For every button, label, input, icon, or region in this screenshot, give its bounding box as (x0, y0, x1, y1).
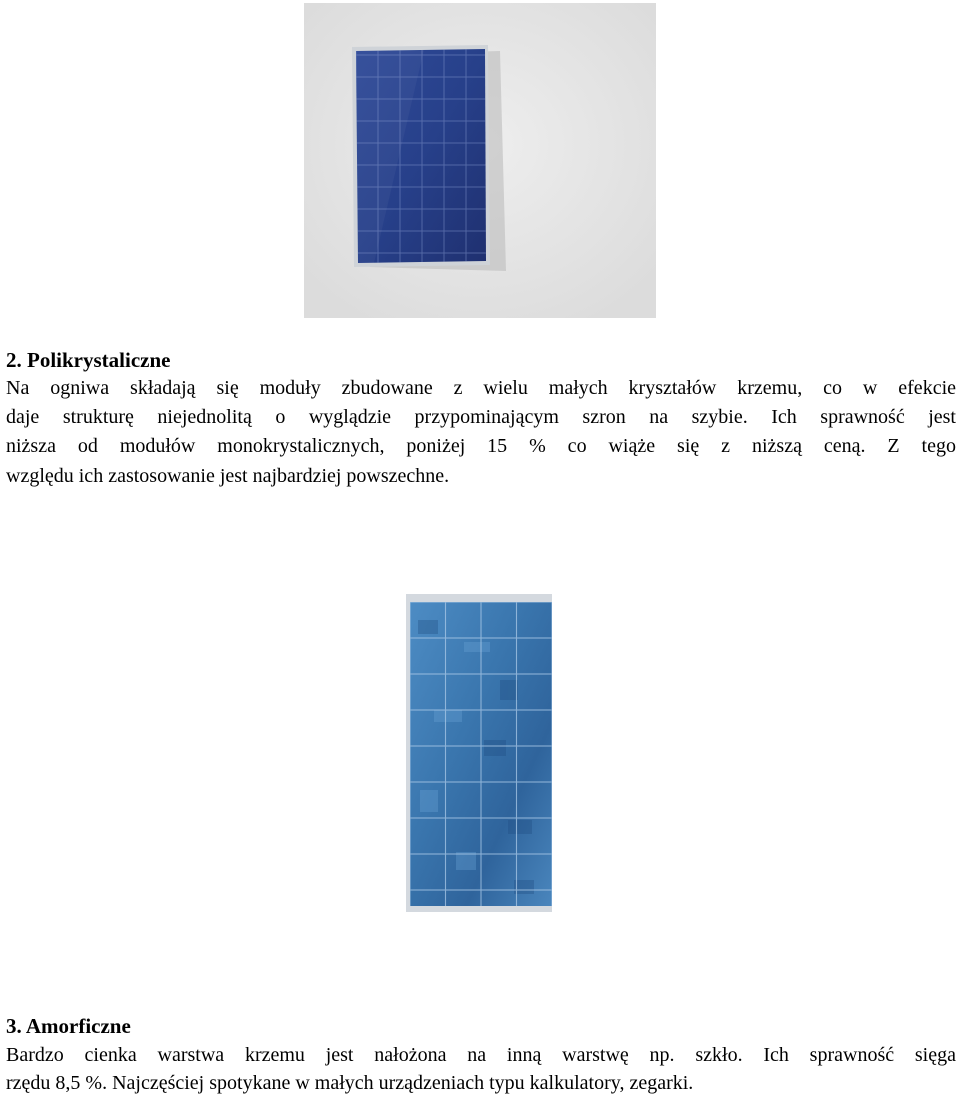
paragraph-line: daje strukturę niejednolitą o wyglądzie przypominającym szron na szybie. Ich sprawność jest (6, 406, 956, 429)
solar-panel-photo-dark (304, 3, 656, 318)
paragraph-line: Bardzo cienka warstwa krzemu jest nałożona na inną warstwę np. szkło. Ich sprawność sięga (6, 1044, 956, 1066)
paragraph-line: niższa od modułów monokrystalicznych, poniżej 15 % co wiąże się z niższą ceną. Z tego (6, 435, 956, 458)
paragraph-line: rzędu 8,5 %. Najczęściej spotykane w małych urządzeniach typu kalkulatory, zegarki. (6, 1072, 694, 1094)
section-paragraph-polycrystalline (6, 374, 956, 491)
section-heading-polycrystalline: 2. Polikrystaliczne (6, 348, 171, 372)
solar-panel-photo-light (404, 590, 554, 914)
paragraph-line: Na ogniwa składają się moduły zbudowane z wielu małych kryształów krzemu, co w efekcie (6, 377, 956, 399)
section-paragraph-amorphous (6, 1041, 956, 1097)
paragraph-line: względu ich zastosowanie jest najbardziej powszechne. (6, 464, 450, 487)
section-heading-amorphous: 3. Amorficzne (6, 1014, 131, 1038)
